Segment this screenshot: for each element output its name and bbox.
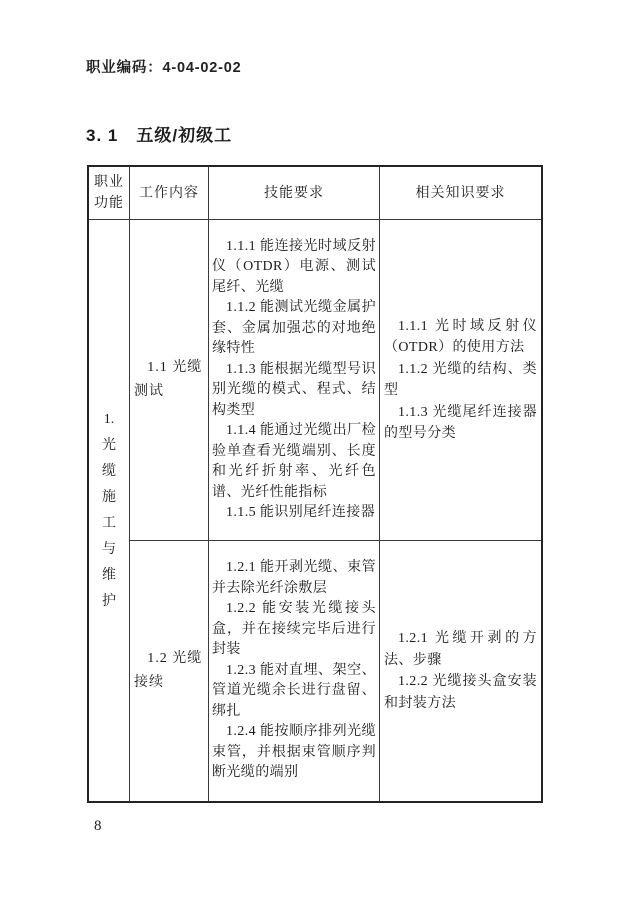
knowledge-item: 1.1.3 光缆尾纤连接器的型号分类: [384, 404, 537, 441]
skills-requirements-table: [87, 165, 543, 803]
skill-item: 1.2.4 能按顺序排列光缆束管，并根据束管顺序判断光缆的端别: [212, 724, 376, 781]
function-group-vertical-label: 1. 光缆施工与维护: [102, 411, 116, 609]
work-content-label: 1.1 光缆测试: [134, 360, 203, 399]
work-content-cell-1-2: [130, 541, 209, 801]
skill-item: 1.2.2 能安装光缆接头盒，并在接续完毕后进行封装: [212, 601, 376, 658]
knowledge-cell-1-2: [380, 541, 541, 801]
header-skill-requirements: 技能要求: [209, 167, 380, 220]
knowledge-cell-1-1: [380, 220, 541, 541]
knowledge-item: 1.1.2 光缆的结构、类型: [384, 361, 537, 398]
header-occupational-function: 职业功能: [89, 167, 130, 220]
header-work-content: 工作内容: [130, 167, 209, 220]
skill-item: 1.1.5 能识别尾纤连接器: [226, 505, 376, 520]
section-heading: 3. 1 五级/初级工: [86, 126, 233, 145]
knowledge-item: 1.2.2 光缆接头盒安装和封装方法: [384, 674, 537, 711]
skill-item: 1.1.2 能测试光缆金属护套、金属加强芯的对地绝缘特性: [212, 300, 376, 356]
skill-item: 1.1.1 能连接光时域反射仪（OTDR）电源、测试尾纤、光缆: [212, 238, 376, 295]
occupation-code: 职业编码：4-04-02-02: [86, 60, 242, 76]
function-group-cell: [89, 220, 130, 801]
skill-item: 1.1.4 能通过光缆出厂检验单查看光缆端别、长度和光纤折射率、光纤色谱、光纤性能指标: [212, 423, 376, 500]
header-knowledge-requirements: 相关知识要求: [380, 167, 541, 220]
skills-cell-1-2: [209, 541, 380, 801]
skill-item: 1.2.3 能对直埋、架空、管道光缆余长进行盘留、绑扎: [212, 662, 376, 719]
knowledge-item: 1.2.1 光缆开剥的方法、步骤: [384, 631, 537, 668]
work-content-cell-1-1: [130, 220, 209, 541]
page-number: 8: [94, 818, 102, 834]
knowledge-item: 1.1.1 光时域反射仪（OTDR）的使用方法: [384, 318, 537, 355]
skill-item: 1.1.3 能根据光缆型号识别光缆的模式、程式、结构类型: [212, 361, 376, 418]
skills-cell-1-1: [209, 220, 380, 541]
work-content-label: 1.2 光缆接续: [134, 651, 203, 690]
skill-item: 1.2.1 能开剥光缆、束管并去除光纤涂敷层: [212, 560, 376, 596]
